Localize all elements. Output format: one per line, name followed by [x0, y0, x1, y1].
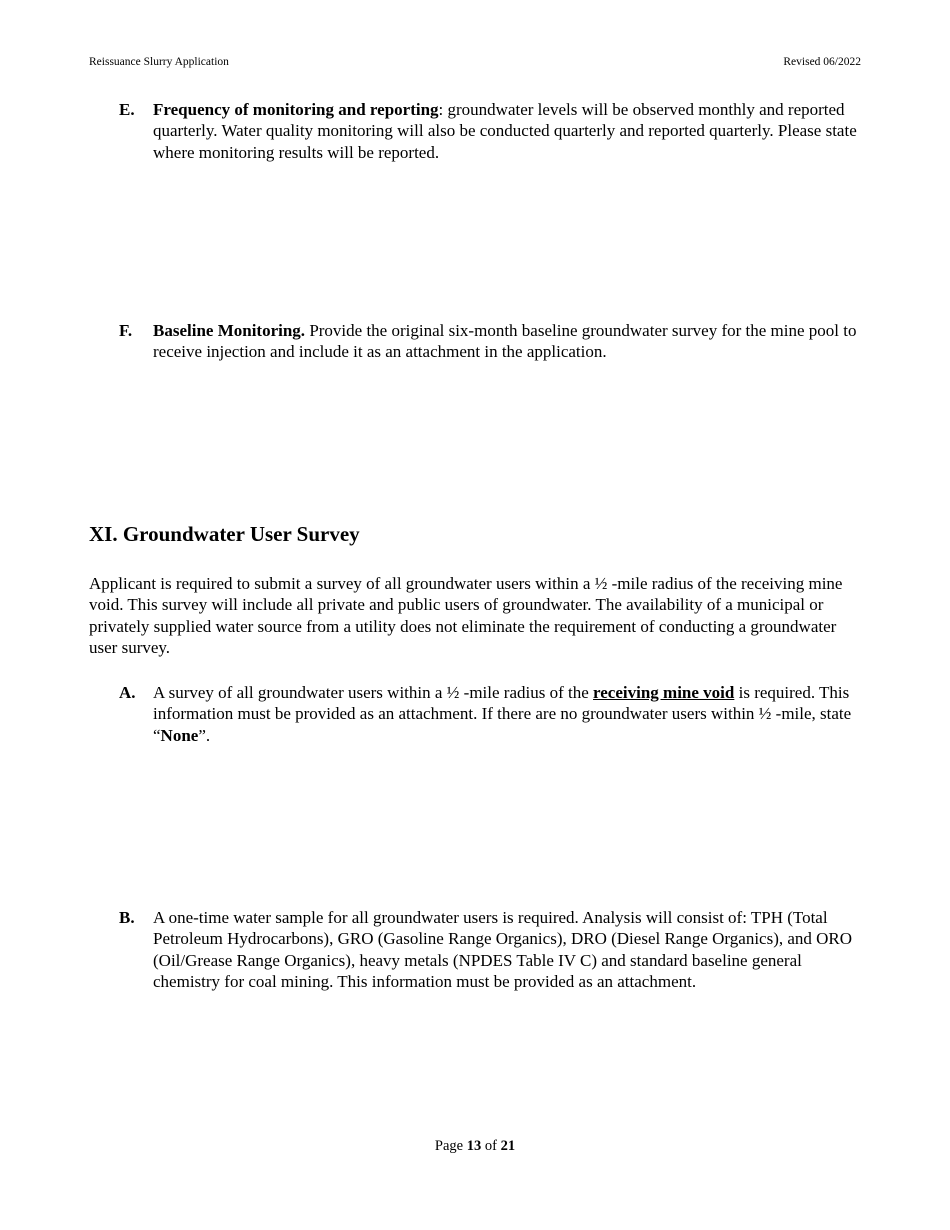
item-a-text-3: ”.	[198, 725, 211, 745]
footer-page-number: 13	[466, 1138, 482, 1154]
item-f-body	[153, 320, 859, 363]
page-footer	[0, 1138, 950, 1155]
item-e-letter: E.	[119, 100, 135, 119]
item-f-text: Provide the original six-month baseline groundwater survey for the mine pool to receive injection and include it as an attachment in the application.	[153, 321, 857, 362]
item-a-text-2: is required. This information must be provided as an attachment. If there are no groundwater users within ½ -mile, state “	[153, 683, 852, 745]
item-e-heading: Frequency of monitoring and reporting	[153, 100, 439, 119]
item-a-body	[153, 682, 859, 746]
item-f	[119, 320, 859, 363]
section-intro: Applicant is required to submit a survey of all groundwater users within a ½ -mile radius of the receiving mine void. This survey will include all private and public users of groundwater. The availability of a municipal or privately supplied water source from a utility does not eliminate the requirement of conducting a groundwater user survey.	[89, 574, 843, 657]
item-b-body: A one-time water sample for all groundwater users is required. Analysis will consist of: TPH (Total Petroleum Hydrocarbons), GRO (Gasoline Range Organics), DRO (Diesel Range Organics), and ORO (Oil/Grease Range Organics), heavy metals (NPDES Table IV C) and standard baseline general chemistry for coal mining. This information must be provided as an attachment.	[153, 908, 853, 991]
item-f-letter: F.	[119, 321, 133, 340]
item-b	[119, 907, 859, 992]
item-a-text-1: A survey of all groundwater users within a ½ -mile radius of the	[153, 683, 594, 702]
item-a	[119, 682, 859, 746]
footer-page-label: Page	[434, 1138, 467, 1154]
footer-of-label: of	[481, 1138, 501, 1154]
item-b-letter: B.	[119, 908, 135, 927]
header-revision: Revised 06/2022	[783, 56, 861, 68]
item-e-text: : groundwater levels will be observed monthly and reported quarterly. Water quality monitoring will also be conducted quarterly and reported quarterly. Please state where monitoring results will be reported.	[153, 100, 857, 162]
item-f-heading: Baseline Monitoring.	[153, 321, 306, 340]
item-e	[119, 99, 859, 163]
item-a-emphasis: receiving mine void	[593, 683, 735, 702]
section-title: XI. Groundwater User Survey	[89, 522, 360, 546]
item-e-body	[153, 99, 859, 163]
header-title: Reissuance Slurry Application	[89, 56, 229, 68]
item-a-none: None	[160, 725, 199, 745]
footer-total-pages: 21	[500, 1138, 516, 1154]
item-a-letter: A.	[119, 683, 136, 702]
